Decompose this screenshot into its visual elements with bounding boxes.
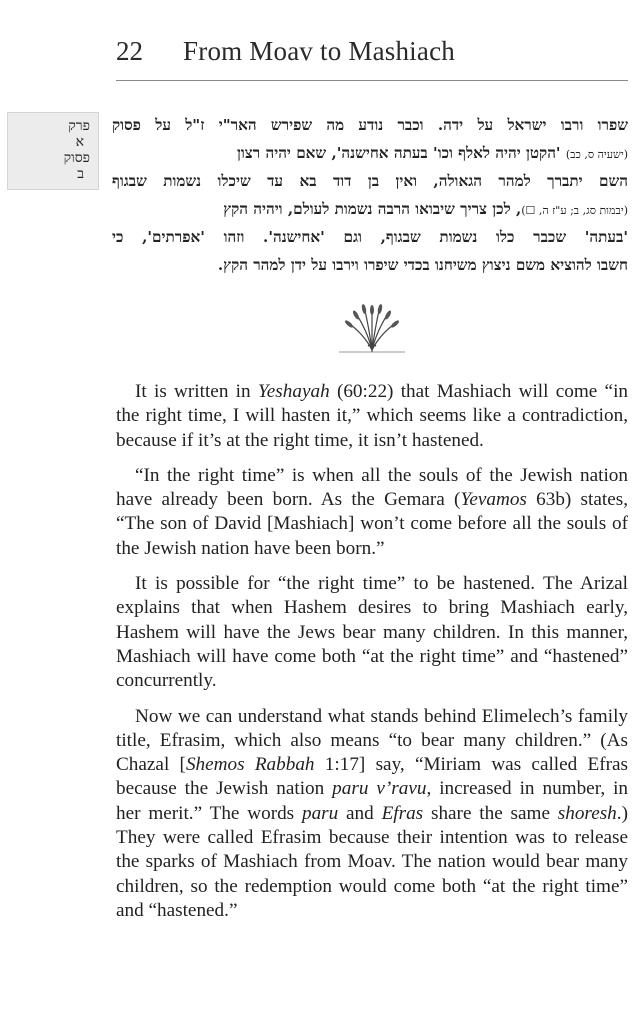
- hebrew-citation: (יבמות סג, ב; ע"ז ה, ☐): [521, 204, 628, 217]
- header-rule: [116, 80, 628, 81]
- hebrew-line: (ישעיה ס, כב) 'הקטן יהיה לאלף וכו' בעתה אחישנה', שאם יהיה רצון: [237, 144, 628, 162]
- hebrew-line: (יבמות סג, ב; ע"ז ה, ☐), לכן צריך שיבואו הרבה נשמות לעולם, ויהיה הקץ: [223, 200, 628, 218]
- paragraph: “In the right time” is when all the souls of the Jewish nation have already been born. As the Gemara (Yevamos 63b) states, “The son of David [Mashiach] won’t come before all the souls of the Jewish nation have been born.”: [116, 464, 628, 559]
- margin-note-line: א: [75, 135, 84, 150]
- hebrew-line: השם יתברך למהר הגאולה, ואין בן דוד בא עד שיכלו נשמות שבגוף: [112, 172, 628, 190]
- page-number: 22: [116, 36, 143, 66]
- hebrew-citation: (ישעיה ס, כב): [565, 148, 628, 161]
- margin-note-line: פרק: [68, 119, 90, 134]
- wheat-ornament-icon: [337, 300, 407, 362]
- hebrew-line: 'בעתה' שכבר כלו נשמות שבגוף, וגם 'אחישנה'. וזהו 'אפרתים', כי: [112, 228, 628, 246]
- running-title: From Moav to Mashiach: [183, 36, 455, 66]
- body-text: [116, 380, 628, 934]
- margin-note-line: ב: [77, 167, 84, 182]
- hebrew-line: חשבו להוציא משם ניצוץ משיחנו בכדי שיפרו וירבו על ידן למהר הקץ.: [217, 256, 628, 274]
- margin-note-line: פסוק: [63, 151, 90, 166]
- hebrew-line: שפרו ורבו ישראל על ידה. וכבר נודע מה שפירש האר"י ז"ל על פסוק: [112, 116, 628, 134]
- paragraph: Now we can understand what stands behind Elimelech’s family title, Efrasim, which also means “to bear many children.” (As Chazal [Shemos Rabbah 1:17] say, “Miriam was called Efras because the Jewish nation paru v’ravu, increased in number, in her merit.” The words paru and Efras share the same shoresh.) They were called Efrasim because their intention was to release the sparks of Mashiach from Moav. The nation would bear many children, so the redemption would come both “at the right time” and “hastened.”: [116, 705, 628, 921]
- margin-note: [7, 112, 99, 190]
- page-header: [0, 34, 638, 74]
- paragraph: It is written in Yeshayah (60:22) that Mashiach will come “in the right time, I will hasten it,” which seems like a contradiction, because if it’s at the right time, it isn’t hastened.: [116, 381, 628, 451]
- paragraph: It is possible for “the right time” to be hastened. The Arizal explains that when Hashem desires to bring Mashiach early, Hashem will have the Jews bear many children. In this manner, Mashiach will have come both “at the right time” and “hastened” concurrently.: [116, 573, 628, 692]
